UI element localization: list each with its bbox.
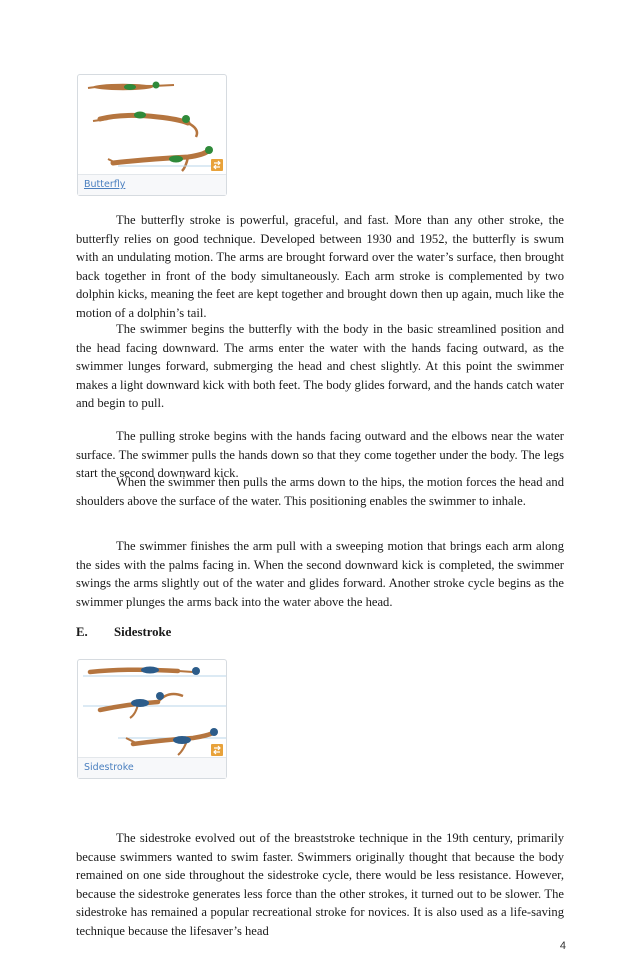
caption-link[interactable]: Butterfly <box>84 179 126 190</box>
swimmer-pose-1 <box>83 667 226 677</box>
paragraph: When the swimmer then pulls the arms down to the hips, the motion forces the head and shoulders above the surface of the water. This positioning enables the swimmer to inhale. <box>76 475 564 508</box>
paragraph: The sidestroke evolved out of the breaststroke technique in the 19th century, primarily because swimmers wanted to swim faster. Swimmers originally thought that because the body remained on one side throughout the sidestroke cycle, there would be less resistance. However, because the sidestroke generates less force than the other strokes, it turned out to be slower. The sidestroke has remained a popular recreational stroke for novices. It is also used as a life-saving technique because the lifesaver’s head <box>76 831 564 938</box>
paragraph: The butterfly stroke is powerful, graceful, and fast. More than any other stroke, the butterfly relies on good technique. Developed between 1930 and 1952, the butterfly is swum with an undulating motion. The arms are brought forward over the water’s surface, then brought back together in front of the body simultaneously. Each arm stroke is complemented by two dolphin kicks, meaning the feet are kept together and brought down then up again, much like the motion of a dolphin’s tail. <box>76 213 564 320</box>
paragraph: The swimmer begins the butterfly with the body in the basic streamlined position and the head facing downward. The arms enter the water with the hands facing outward, as the swimmer lunges forward, submerging the head and chest slightly. At this point the swimmer makes a light downward kick with both feet. The body glides forward, and the hands catch water and begin to pull. <box>76 322 564 410</box>
section-title: Sidestroke <box>114 625 172 639</box>
butterfly-figure[interactable] <box>77 74 227 196</box>
paragraph: The pulling stroke begins with the hands facing outward and the elbows near the water surface. The swimmer pulls the hands down so that they come together under the body. The legs start the second downward kick. <box>76 429 564 480</box>
caption-text: Sidestroke <box>84 762 134 773</box>
section-heading <box>76 625 171 640</box>
swimmer-pose-2 <box>93 112 197 138</box>
sidestroke-illustration <box>78 660 226 760</box>
expand-icon[interactable] <box>211 744 223 756</box>
sidestroke-figure[interactable] <box>77 659 227 779</box>
figure-caption[interactable] <box>78 174 226 195</box>
figure-caption <box>78 757 226 778</box>
section-number: E. <box>76 625 88 639</box>
butterfly-illustration <box>78 75 226 175</box>
paragraph: The swimmer finishes the arm pull with a sweeping motion that brings each arm along the sides with the palms facing in. When the second downward kick is completed, the swimmer swings the arms slightly out of the water and glides forward. Another stroke cycle begins as the swimmer plunges the arms back into the water above the head. <box>76 539 564 609</box>
swimmer-pose-1 <box>88 82 174 91</box>
swimmer-pose-3 <box>118 728 226 755</box>
expand-icon[interactable] <box>211 159 223 171</box>
swimmer-pose-2 <box>83 692 226 718</box>
swimmer-pose-3 <box>108 146 223 171</box>
page-number: 4 <box>559 940 566 952</box>
